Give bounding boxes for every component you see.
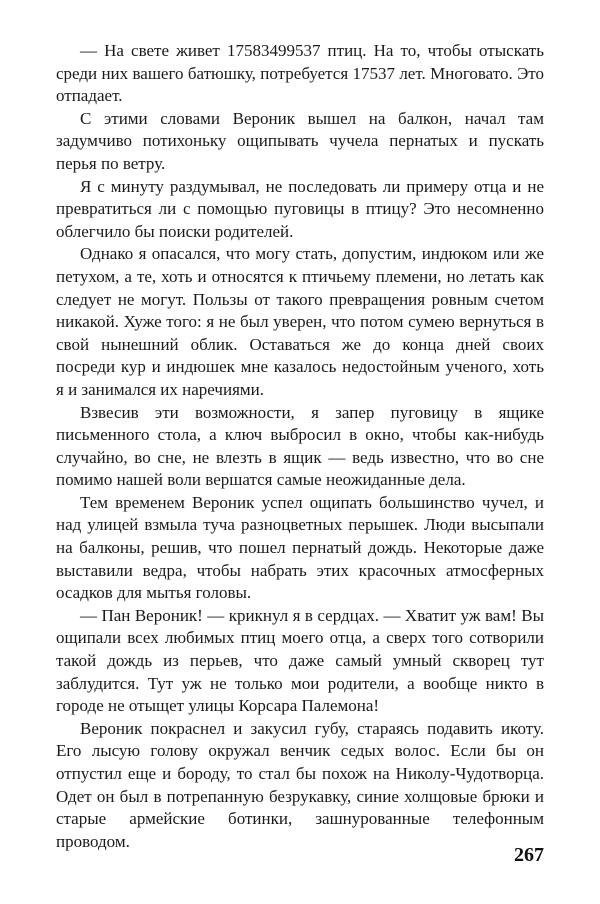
paragraph: Я с минуту раздумывал, не последовать ли примеру отца и не превратиться ли с помощью пуговицы в птицу? Это несомненно облегчило бы поиски родителей. (56, 176, 544, 241)
paragraph: С этими словами Вероник вышел на балкон, начал там задумчиво потихоньку ощипывать чучела пернатых и пускать перья по ветру. (56, 108, 544, 173)
paragraph: — Пан Вероник! — крикнул я в сердцах. — Хватит уж вам! Вы ощипали всех любимых птиц моего отца, а сверх того сотворили такой дождь из перьев, что даже самый умный скворец тут заблудится. Тут уж не только мои родители, а вообще никто в городе не отыщет улицы Корсара Палемона! (56, 605, 544, 716)
paragraph: — На свете живет 17583499537 птиц. На то, чтобы отыскать среди них вашего батюшку, потребуется 17537 лет. Многовато. Это отпадает. (56, 41, 544, 106)
paragraph: Тем временем Вероник успел ощипать большинство чучел, и над улицей взмыла туча разноцветных перышек. Люди высыпали на балконы, решив, что пошел пернатый дождь. Некоторые даже выставили ведра, чтобы набрать этих красочных атмосферных осадков для мытья головы. (56, 492, 544, 603)
paragraph: Вероник покраснел и закусил губу, стараясь подавить икоту. Его лысую голову окружал венчик седых волос. Если бы он отпустил еще и бороду, то стал бы похож на Николу-Чудотворца. Одет он был в потрепанную безрукавку, синие холщовые брюки и старые армейские ботинки, зашнурованные телефонным проводом. (56, 718, 544, 851)
paragraph: Однако я опасался, что могу стать, допустим, индюком или же петухом, а те, хоть и относятся к птичьему племени, но летать как следует не могут. Пользы от такого превращения ровным счетом никакой. Хуже того: я не был уверен, что потом сумею вернуться в свой нынешний облик. Оставаться же до конца дней своих посреди кур и индюшек мне казалось недостойным ученого, хоть я и занимался их наречиями. (56, 244, 544, 399)
paragraph: Взвесив эти возможности, я запер пуговицу в ящике письменного стола, а ключ выбросил в окно, чтобы как-нибудь случайно, во сне, не влезть в ящик — ведь известно, что во сне помимо нашей воли вершатся самые неожиданные дела. (56, 402, 544, 490)
page-text (56, 40, 544, 853)
page-number: 267 (514, 844, 544, 866)
